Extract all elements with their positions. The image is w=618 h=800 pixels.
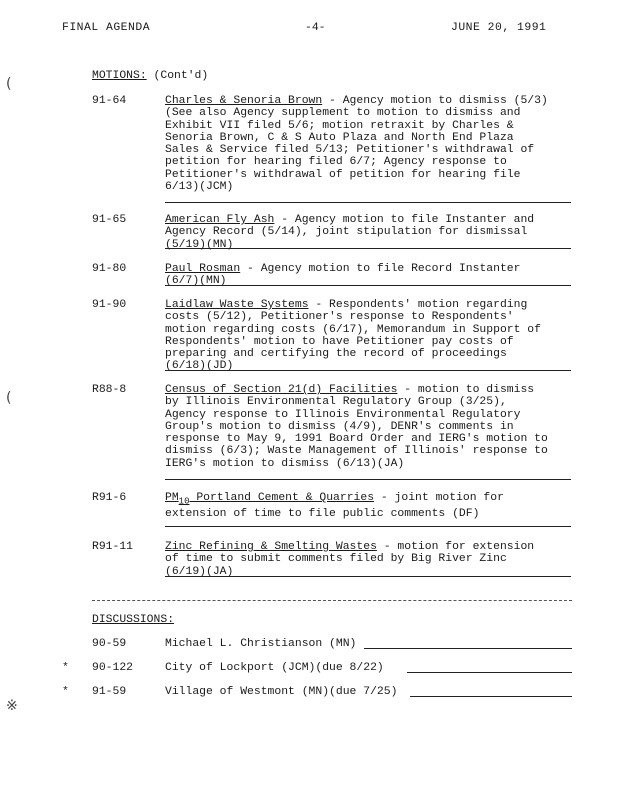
case-title-prefix: PM	[165, 492, 179, 504]
agenda-date: JUNE 20, 1991	[451, 22, 547, 34]
scan-mark-bracket-1: (	[6, 76, 12, 92]
scan-mark-smudge: ※	[6, 698, 18, 714]
discussion-text: City of Lockport (JCM)(due 8/22)	[165, 662, 384, 674]
discussion-text: Village of Westmont (MN)(due 7/25)	[165, 686, 398, 698]
priority-marker: *	[62, 686, 69, 698]
signature-line	[165, 370, 571, 371]
motion-description: - motion for extension of time to submit comments filed by Big River Zinc (6/19)(JA)	[165, 541, 535, 578]
signature-line	[165, 202, 571, 203]
signature-line	[165, 479, 571, 480]
signature-line	[364, 648, 572, 649]
signature-line	[407, 672, 572, 673]
motion-description: - Agency motion to dismiss (5/3) (See also Agency supplement to motion to dismiss and Exhibit VII filed 5/6; motion retraxit by Charles & Senoria Brown, C & S Auto Plaza and North End Plaza Sales & Service filed 5/13; Petitioner's withdrawal of petition for hearing filed 6/7; Agency response to Petitioner's withdrawal of petition for hearing file 6/13)(JCM)	[165, 95, 548, 194]
discussion-text: Michael L. Christianson (MN)	[165, 638, 357, 650]
agenda-title: FINAL AGENDA	[62, 22, 151, 34]
case-title: American Fly Ash	[165, 214, 275, 226]
motions-heading	[92, 70, 208, 82]
case-title: Paul Rosman	[165, 263, 241, 275]
motion-text	[165, 384, 576, 470]
scan-mark-bracket-2: (	[6, 390, 12, 406]
motion-text	[165, 95, 576, 193]
section-divider	[92, 600, 572, 601]
docket-number: 91-65	[92, 214, 127, 226]
priority-marker: *	[62, 662, 69, 674]
motion-description: - Agency motion to file Record Instanter (6/7)(MN)	[165, 263, 521, 288]
docket-number: 90-122	[92, 662, 134, 674]
motion-description: - Respondents' motion regarding costs (5/12), Petitioner's response to Respondents' motion regarding costs (6/17), Memorandum in Support of Respondents' motion to have Petitioner pay costs of preparing and certifying the record of proceedings (6/18)(JD)	[165, 299, 541, 373]
signature-line	[165, 576, 571, 577]
discussion-item	[62, 662, 582, 676]
motion-text	[165, 492, 576, 520]
signature-line	[410, 696, 572, 697]
docket-number: R91-6	[92, 492, 127, 504]
motion-description: - Agency motion to file Instanter and Agency Record (5/14), joint stipulation for dismissal (5/19)(MN)	[165, 214, 535, 251]
page-number: -4-	[305, 22, 326, 34]
motions-label: MOTIONS:	[92, 70, 147, 82]
discussions-label: DISCUSSIONS:	[92, 614, 175, 626]
docket-number: 91-64	[92, 95, 127, 107]
case-title: Census of Section 21(d) Facilities	[165, 384, 398, 396]
case-title-subscript: 10	[178, 496, 190, 507]
case-title: Laidlaw Waste Systems	[165, 299, 309, 311]
case-title: Zinc Refining & Smelting Wastes	[165, 541, 377, 553]
case-title: Portland Cement & Quarries	[189, 492, 375, 504]
motion-description: - motion to dismiss by Illinois Environmental Regulatory Group (3/25), Agency response to Illinois Environmental Regulatory Group's motion to dismiss (4/9), DENR's comments in response to May 9, 1991 Board Order and IERG's motion to dismiss (6/3); Waste Management of Illinois' response to IERG's motion to dismiss (6/13)(JA)	[165, 384, 548, 470]
docket-number: 90-59	[92, 638, 127, 650]
page-header	[62, 22, 552, 36]
motion-description: - joint motion for extension of time to file public comments (DF)	[165, 492, 504, 520]
signature-line	[165, 526, 571, 527]
discussion-item	[62, 638, 582, 652]
motion-text	[165, 299, 576, 373]
motions-contd: (Cont'd)	[146, 70, 209, 82]
docket-number: R91-11	[92, 541, 134, 553]
signature-line	[165, 248, 571, 249]
docket-number: 91-90	[92, 299, 127, 311]
motion-text	[165, 263, 576, 288]
docket-number: 91-80	[92, 263, 127, 275]
docket-number: R88-8	[92, 384, 127, 396]
motion-text	[165, 541, 576, 578]
discussions-heading	[92, 614, 174, 626]
signature-line	[165, 285, 571, 286]
docket-number: 91-59	[92, 686, 127, 698]
motion-text	[165, 214, 576, 251]
discussion-item	[62, 686, 582, 700]
case-title: Charles & Senoria Brown	[165, 95, 323, 107]
